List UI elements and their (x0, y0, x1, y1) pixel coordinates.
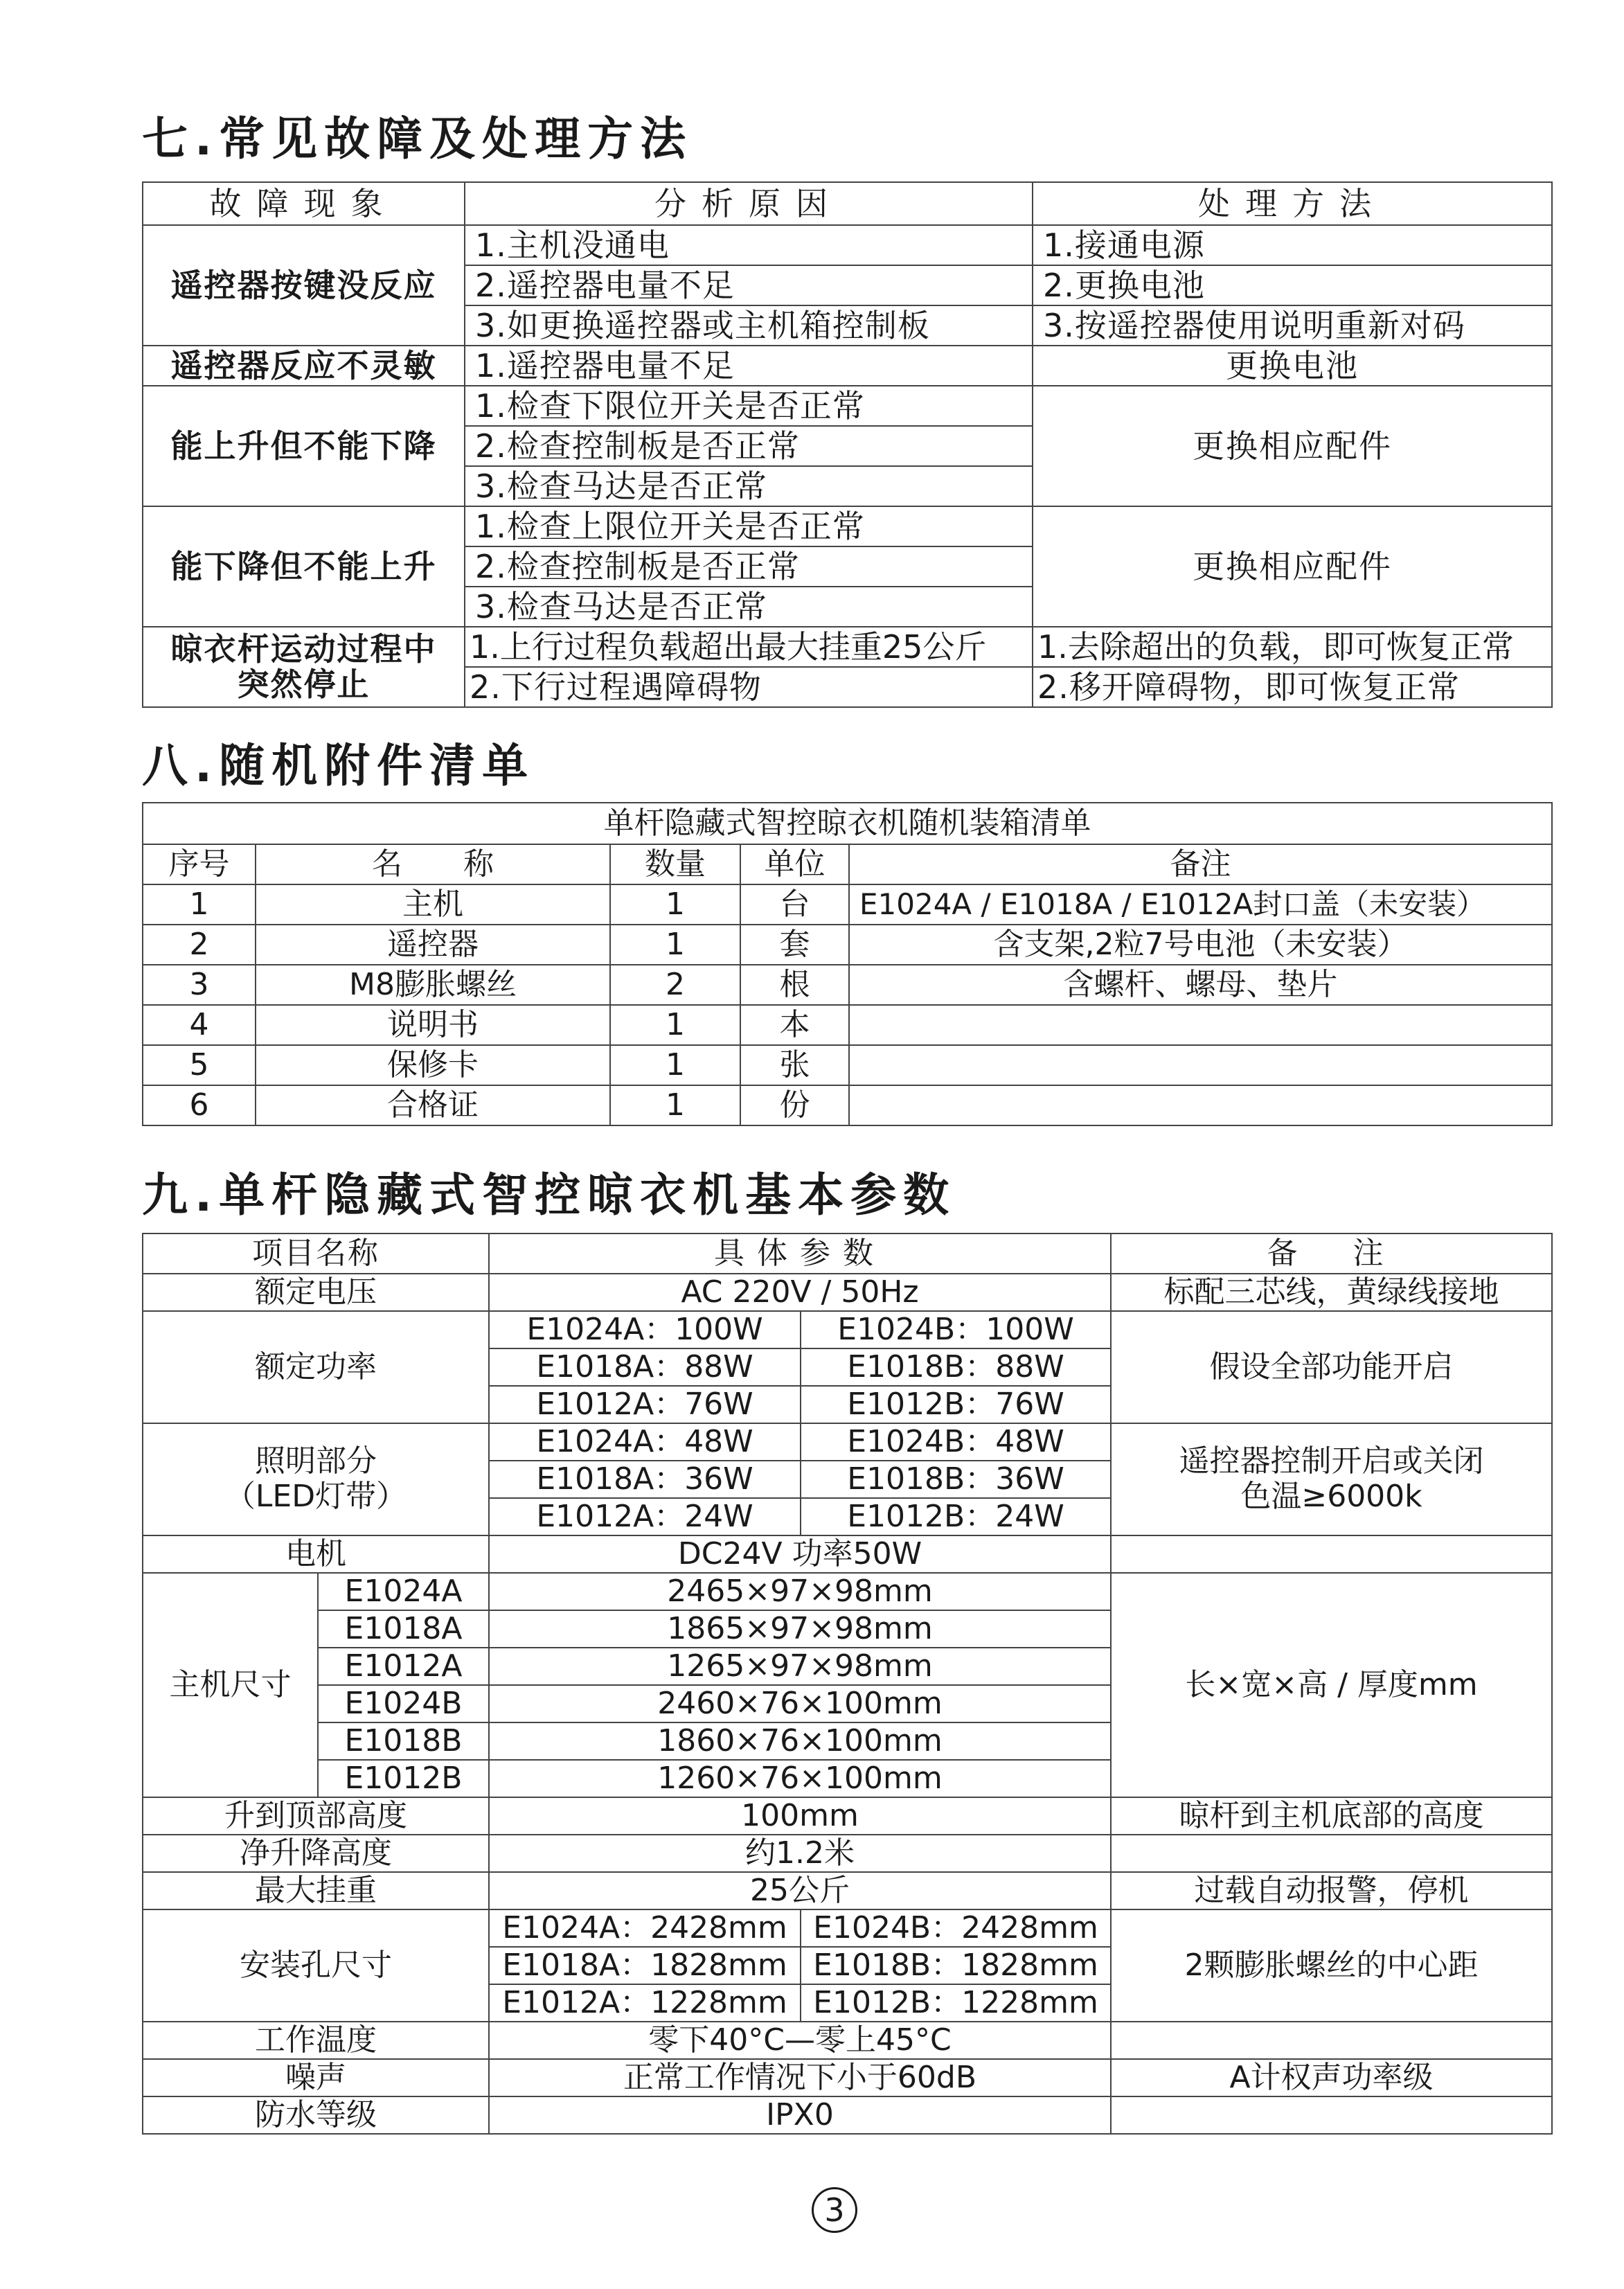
spec-note (1111, 2096, 1552, 2134)
cell-no: 4 (143, 1005, 256, 1045)
table-row (143, 884, 1552, 925)
table-row (143, 506, 1552, 546)
spec-note: 过载自动报警，停机 (1111, 1872, 1552, 1909)
model-cell: E1018B (318, 1722, 489, 1760)
spec-label: 防水等级 (143, 2096, 489, 2134)
spec-value: DC24V 功率50W (489, 1535, 1111, 1573)
spec-value: 1865×97×98mm (489, 1610, 1111, 1648)
specifications-table (142, 1233, 1553, 2135)
spec-row-voltage (143, 1274, 1552, 1311)
fix-cell: 1.去除超出的负载，即可恢复正常 (1033, 627, 1552, 667)
cell-name: 合格证 (256, 1085, 610, 1125)
symptom-cell: 能下降但不能上升 (143, 506, 465, 627)
spec-value: E1024B：2428mm (801, 1909, 1111, 1947)
fix-cell: 更换相应配件 (1033, 506, 1552, 627)
table-row (143, 627, 1552, 667)
cause-cell: 2.检查控制板是否正常 (465, 546, 1033, 587)
cell-name: 保修卡 (256, 1045, 610, 1085)
model-cell: E1018A (318, 1610, 489, 1648)
table-row (143, 1085, 1552, 1125)
cell-qty: 1 (610, 1005, 740, 1045)
spec-value: E1012B：24W (801, 1498, 1111, 1535)
symptom-cell: 遥控器按键没反应 (143, 225, 465, 346)
spec-value: E1018B：36W (801, 1461, 1111, 1498)
cell-note (849, 1005, 1552, 1045)
spec-note (1111, 1535, 1552, 1573)
symptom-line-2: 突然停止 (237, 666, 371, 703)
cell-qty: 1 (610, 1045, 740, 1085)
cell-note (849, 1085, 1552, 1125)
spec-row-waterproof (143, 2096, 1552, 2134)
spec-value: 1860×76×100mm (489, 1722, 1111, 1760)
model-cell: E1012B (318, 1760, 489, 1797)
cause-cell: 1.主机没通电 (465, 225, 1033, 265)
spec-label: 额定功率 (143, 1311, 489, 1423)
table-row (143, 925, 1552, 965)
spec-value: E1012A：1228mm (489, 1984, 801, 2022)
cell-unit: 根 (740, 965, 849, 1005)
table-row (143, 346, 1552, 386)
spec-label: 主机尺寸 (143, 1573, 318, 1797)
spec-value: E1024A：2428mm (489, 1909, 801, 1947)
spec-value: 2465×97×98mm (489, 1573, 1111, 1610)
cell-note: E1024A / E1018A / E1012A封口盖（未安装） (849, 884, 1552, 925)
cell-qty: 1 (610, 1085, 740, 1125)
label-line-1: 照明部分 (255, 1443, 377, 1479)
spec-label: 最大挂重 (143, 1872, 489, 1909)
note-line-2: 色温≥6000k (1240, 1479, 1422, 1514)
spec-note (1111, 1423, 1552, 1535)
spec-note (1111, 2022, 1552, 2059)
table-row (143, 1045, 1552, 1085)
header-symptom: 故障现象 (143, 182, 465, 225)
cell-unit: 台 (740, 884, 849, 925)
fix-cell: 1.接通电源 (1033, 225, 1552, 265)
spec-value: E1012B：76W (801, 1386, 1111, 1423)
cell-unit: 份 (740, 1085, 849, 1125)
spec-value: E1024A：100W (489, 1311, 801, 1348)
cell-no: 2 (143, 925, 256, 965)
spec-row-top-height (143, 1797, 1552, 1835)
symptom-cell (143, 627, 465, 707)
spec-label: 升到顶部高度 (143, 1797, 489, 1835)
fix-cell: 2.更换电池 (1033, 265, 1552, 305)
cell-unit: 套 (740, 925, 849, 965)
spec-value: E1018B：88W (801, 1348, 1111, 1386)
note-line-1: 遥控器控制开启或关闭 (1179, 1443, 1484, 1479)
fix-cell: 3.按遥控器使用说明重新对码 (1033, 305, 1552, 346)
section-8-title: 八.随机附件清单 (142, 739, 535, 792)
spec-note: A计权声功率级 (1111, 2059, 1552, 2096)
spec-note: 2颗膨胀螺丝的中心距 (1111, 1909, 1552, 2022)
model-cell: E1012A (318, 1648, 489, 1685)
spec-value: 零下40°C—零上45°C (489, 2022, 1111, 2059)
fix-cell: 更换电池 (1033, 346, 1552, 386)
spec-label (143, 1423, 489, 1535)
cause-cell: 1.遥控器电量不足 (465, 346, 1033, 386)
spec-value: E1012B：1228mm (801, 1984, 1111, 2022)
spec-value: IPX0 (489, 2096, 1111, 2134)
cause-cell: 1.检查下限位开关是否正常 (465, 386, 1033, 426)
cell-name: M8膨胀螺丝 (256, 965, 610, 1005)
section-9-title: 九.单杆隐藏式智控晾衣机基本参数 (142, 1168, 956, 1222)
cell-note: 含支架,2粒7号电池（未安装） (849, 925, 1552, 965)
spec-value: AC 220V / 50Hz (489, 1274, 1111, 1311)
spec-value: E1018B：1828mm (801, 1947, 1111, 1984)
fix-cell: 更换相应配件 (1033, 386, 1552, 506)
spec-note: 假设全部功能开启 (1111, 1311, 1552, 1423)
spec-label: 安装孔尺寸 (143, 1909, 489, 2022)
cause-cell: 3.如更换遥控器或主机箱控制板 (465, 305, 1033, 346)
spec-note: 晾杆到主机底部的高度 (1111, 1797, 1552, 1835)
spec-note: 标配三芯线，黄绿线接地 (1111, 1274, 1552, 1311)
header-no: 序号 (143, 844, 256, 884)
table-header-row (143, 182, 1552, 225)
spec-value: E1024B：48W (801, 1423, 1111, 1461)
header-unit: 单位 (740, 844, 849, 884)
spec-row-motor (143, 1535, 1552, 1573)
spec-value: E1012A：24W (489, 1498, 801, 1535)
table-row (143, 965, 1552, 1005)
cause-cell: 3.检查马达是否正常 (465, 587, 1033, 627)
spec-label: 额定电压 (143, 1274, 489, 1311)
cause-cell: 2.下行过程遇障碍物 (465, 667, 1033, 707)
spec-row-noise (143, 2059, 1552, 2096)
cell-note: 含螺杆、螺母、垫片 (849, 965, 1552, 1005)
cell-qty: 1 (610, 884, 740, 925)
spec-note: 长×宽×高 / 厚度mm (1111, 1573, 1552, 1797)
cell-no: 1 (143, 884, 256, 925)
spec-value: E1012A：76W (489, 1386, 801, 1423)
header-name: 名 称 (256, 844, 610, 884)
spec-label: 噪声 (143, 2059, 489, 2096)
spec-value: 1265×97×98mm (489, 1648, 1111, 1685)
spec-value: 1260×76×100mm (489, 1760, 1111, 1797)
header-cause: 分析原因 (465, 182, 1033, 225)
spec-label: 净升降高度 (143, 1835, 489, 1872)
cell-no: 6 (143, 1085, 256, 1125)
symptom-cell: 遥控器反应不灵敏 (143, 346, 465, 386)
header-note: 备注 (849, 844, 1552, 884)
header-qty: 数量 (610, 844, 740, 884)
troubleshooting-table (142, 181, 1553, 708)
cause-cell: 2.检查控制板是否正常 (465, 426, 1033, 466)
cause-cell: 2.遥控器电量不足 (465, 265, 1033, 305)
spec-value: 25公斤 (489, 1872, 1111, 1909)
cause-cell: 1.上行过程负载超出最大挂重25公斤 (465, 627, 1033, 667)
cell-name: 遥控器 (256, 925, 610, 965)
spec-row-max-load (143, 1872, 1552, 1909)
header-param: 具体参数 (489, 1233, 1111, 1274)
table-caption: 单杆隐藏式智控晾衣机随机装箱清单 (143, 803, 1552, 844)
cell-no: 3 (143, 965, 256, 1005)
cell-unit: 本 (740, 1005, 849, 1045)
spec-note (1111, 1835, 1552, 1872)
table-header-row (143, 844, 1552, 884)
cell-qty: 2 (610, 965, 740, 1005)
cell-name: 说明书 (256, 1005, 610, 1045)
section-7-title: 七.常见故障及处理方法 (142, 112, 693, 166)
header-fix: 处理方法 (1033, 182, 1552, 225)
spec-value: 约1.2米 (489, 1835, 1111, 1872)
spec-row-temperature (143, 2022, 1552, 2059)
accessories-table (142, 802, 1553, 1126)
spec-value: E1018A：1828mm (489, 1947, 801, 1984)
spec-row-lighting (143, 1423, 1552, 1461)
spec-row-lift-height (143, 1835, 1552, 1872)
spec-row-mount-holes (143, 1909, 1552, 1947)
header-note: 备 注 (1111, 1233, 1552, 1274)
spec-row-power (143, 1311, 1552, 1348)
spec-value: E1018A：36W (489, 1461, 801, 1498)
spec-row-dimensions (143, 1573, 1552, 1610)
table-row (143, 1005, 1552, 1045)
symptom-cell: 能上升但不能下降 (143, 386, 465, 506)
cell-unit: 张 (740, 1045, 849, 1085)
spec-label: 电机 (143, 1535, 489, 1573)
cell-qty: 1 (610, 925, 740, 965)
cause-cell: 1.检查上限位开关是否正常 (465, 506, 1033, 546)
label-line-2: （LED灯带） (224, 1479, 407, 1514)
spec-value: 100mm (489, 1797, 1111, 1835)
cell-name: 主机 (256, 884, 610, 925)
spec-value: E1024A：48W (489, 1423, 801, 1461)
model-cell: E1024A (318, 1573, 489, 1610)
page-number: 3 (812, 2187, 857, 2233)
symptom-line-1: 晾衣杆运动过程中 (170, 630, 437, 668)
cause-cell: 3.检查马达是否正常 (465, 466, 1033, 506)
spec-value: E1018A：88W (489, 1348, 801, 1386)
table-header-row (143, 1233, 1552, 1274)
spec-value: E1024B：100W (801, 1311, 1111, 1348)
table-row (143, 225, 1552, 265)
spec-value: 正常工作情况下小于60dB (489, 2059, 1111, 2096)
model-cell: E1024B (318, 1685, 489, 1722)
spec-label: 工作温度 (143, 2022, 489, 2059)
cell-no: 5 (143, 1045, 256, 1085)
header-item: 项目名称 (143, 1233, 489, 1274)
cell-note (849, 1045, 1552, 1085)
fix-cell: 2.移开障碍物，即可恢复正常 (1033, 667, 1552, 707)
table-row (143, 386, 1552, 426)
spec-value: 2460×76×100mm (489, 1685, 1111, 1722)
